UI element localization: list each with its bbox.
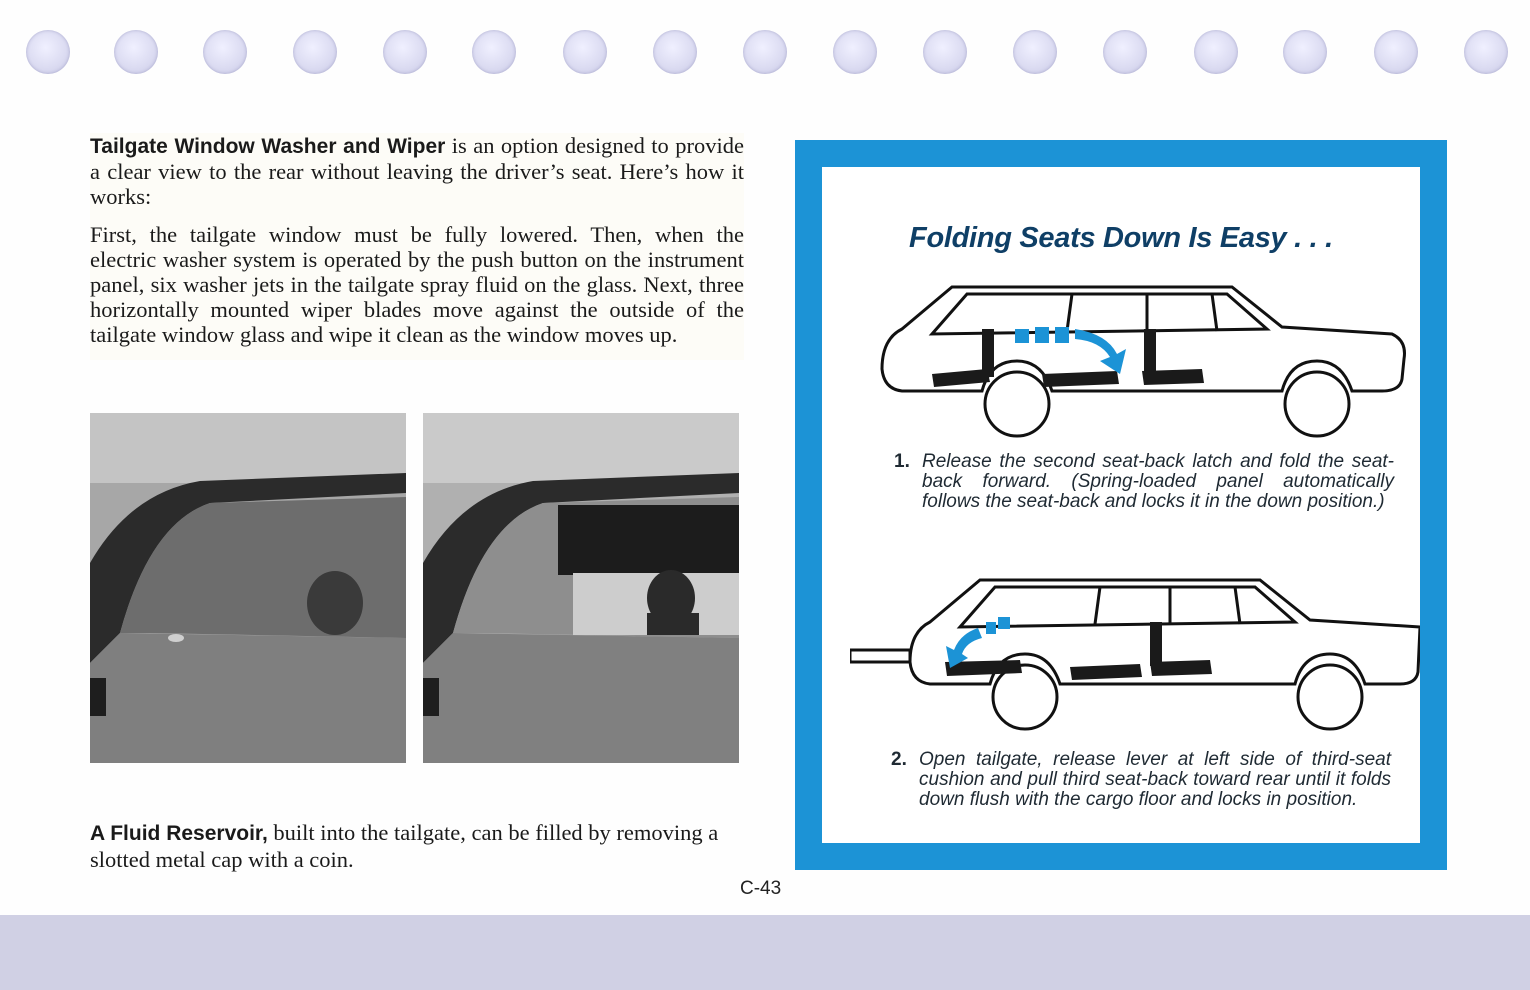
page-number: C-43 (740, 878, 782, 899)
binding-hole (383, 30, 427, 74)
binding-hole (203, 30, 247, 74)
intro-paragraph (90, 133, 744, 209)
intro-body: is an option designed to provide a clear view to the rear without leaving the driver’s seat. Here’s how it works: (90, 133, 744, 209)
binding-hole (1283, 30, 1327, 74)
step-2 (891, 749, 1391, 810)
intro-heading: Tailgate Window Washer and Wiper (90, 135, 446, 158)
bottom-band (0, 915, 1530, 990)
reservoir-heading: A Fluid Reservoir, (90, 822, 268, 845)
binding-hole (833, 30, 877, 74)
left-column (90, 133, 744, 360)
panel-title: Folding Seats Down Is Easy . . . (909, 222, 1333, 254)
binding-hole (1374, 30, 1418, 74)
binding-hole (1464, 30, 1508, 74)
car-diagram-tailgate-open (850, 572, 1420, 732)
operation-paragraph: First, the tailgate window must be fully lowered. Then, when the electric washer system is operated by the push button on the instrument panel, six washer jets in the tailgate spray fluid on the glass. Next, three horizontally mounted wiper blades move against the outside of the tailgate window glass and wipe it clean as the window moves up. (90, 222, 744, 347)
folding-seats-panel (795, 140, 1447, 870)
step-1-number: 1. (894, 451, 910, 472)
folding-seats-inner (822, 167, 1420, 843)
binding-hole (743, 30, 787, 74)
step-1 (894, 451, 1394, 512)
binding-hole (1194, 30, 1238, 74)
binding-hole (653, 30, 697, 74)
binding-hole (563, 30, 607, 74)
binding-hole (923, 30, 967, 74)
binding-hole (26, 30, 70, 74)
step-2-text: Open tailgate, release lever at left side of third-seat cushion and pull third seat-back toward rear until it folds down flush with the cargo floor and locks in position. (919, 749, 1391, 810)
reservoir-paragraph (90, 820, 744, 873)
binding-hole (114, 30, 158, 74)
binding-hole (293, 30, 337, 74)
car-diagram-seat-fold (872, 279, 1412, 439)
binding-hole (472, 30, 516, 74)
photo-window-clean (423, 413, 739, 763)
photo-window-lowered (90, 413, 406, 763)
binding-holes (0, 0, 1530, 100)
binding-hole (1103, 30, 1147, 74)
reservoir-body: built into the tailgate, can be filled by removing a slotted metal cap with a coin. (90, 820, 719, 872)
binding-hole (1013, 30, 1057, 74)
step-2-number: 2. (891, 749, 907, 770)
step-1-text: Release the second seat-back latch and fold the seat-back forward. (Spring-loaded panel automatically follows the seat-back and locks it in the down position.) (922, 451, 1394, 512)
